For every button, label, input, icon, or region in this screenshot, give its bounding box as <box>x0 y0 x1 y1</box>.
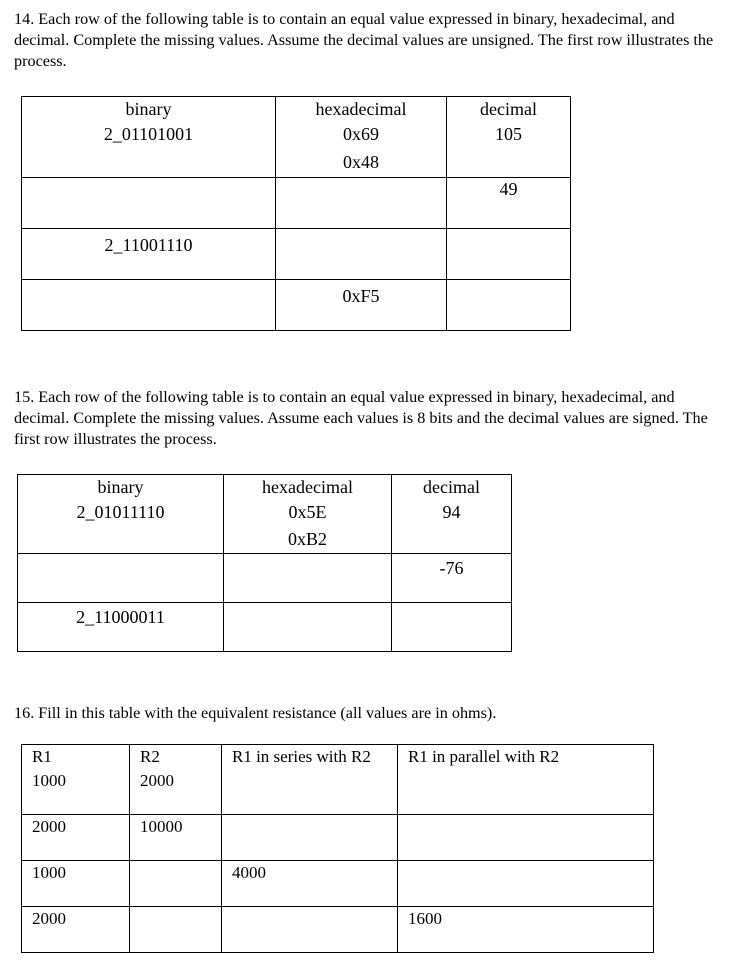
header-binary <box>18 475 224 554</box>
cell-series[interactable] <box>222 907 398 953</box>
header-binary <box>22 97 276 178</box>
header-hexadecimal <box>224 475 392 554</box>
cell-hex[interactable] <box>224 554 392 603</box>
header-label: binary <box>125 99 172 119</box>
cell-parallel[interactable] <box>398 815 654 861</box>
cell-decimal: 94 <box>442 502 461 522</box>
header-hexadecimal <box>276 97 447 178</box>
cell-binary[interactable]: 2_11001110 <box>22 229 276 280</box>
cell-decimal[interactable] <box>392 603 512 652</box>
header-label: decimal <box>480 99 537 119</box>
header-label: decimal <box>423 477 480 497</box>
cell-hex[interactable] <box>276 178 447 229</box>
cell-hex: 0x69 <box>343 124 379 144</box>
cell-decimal[interactable]: -76 <box>392 554 512 603</box>
cell-decimal[interactable]: 49 <box>447 178 571 229</box>
cell-series: 4000 <box>222 861 398 907</box>
header-decimal <box>447 97 571 178</box>
header-series: R1 in series with R2 <box>222 745 398 770</box>
header-parallel: R1 in parallel with R2 <box>398 745 654 770</box>
header-label: binary <box>97 477 144 497</box>
cell-hex[interactable] <box>224 603 392 652</box>
header-label: hexadecimal <box>315 99 407 119</box>
cell-hex[interactable] <box>276 229 447 280</box>
cell-parallel: 1600 <box>398 907 654 953</box>
cell-r1: 2000 <box>22 907 130 953</box>
cell-parallel[interactable] <box>398 861 654 907</box>
header-decimal <box>392 475 512 554</box>
cell-r2: 2000 <box>130 769 222 815</box>
header-r1: R1 <box>22 745 130 770</box>
question-16-text: 16. Fill in this table with the equivalent resistance (all values are in ohms). <box>14 704 497 722</box>
cell-hex[interactable]: 0xF5 <box>276 280 447 331</box>
cell-r1: 1000 <box>22 861 130 907</box>
question-16-table <box>21 744 654 953</box>
cell-series[interactable] <box>222 769 398 815</box>
cell-hex: 0xB2 <box>287 529 327 549</box>
header-r2: R2 <box>130 745 222 770</box>
question-15-table <box>17 474 512 652</box>
cell-r1: 1000 <box>22 769 130 815</box>
cell-binary[interactable]: 2_11000011 <box>18 603 224 652</box>
cell-parallel[interactable] <box>398 769 654 815</box>
cell-decimal[interactable] <box>447 280 571 331</box>
cell-binary: 2_01011110 <box>76 502 165 522</box>
cell-r1: 2000 <box>22 815 130 861</box>
cell-hex: 0x5E <box>288 502 327 522</box>
cell-r2[interactable] <box>130 861 222 907</box>
cell-r2: 10000 <box>130 815 222 861</box>
cell-binary[interactable] <box>22 280 276 331</box>
question-15-text: 15. Each row of the following table is to contain an equal value expressed in binary, hexadecimal, and decimal. Complete the missing values. Assume each values is 8 bits and the decimal values are signed. The first row illustrates the process. <box>14 388 708 448</box>
cell-series[interactable] <box>222 815 398 861</box>
cell-binary[interactable] <box>18 554 224 603</box>
cell-decimal[interactable] <box>447 229 571 280</box>
cell-r2[interactable] <box>130 907 222 953</box>
header-label: hexadecimal <box>262 477 353 497</box>
question-14-text: 14. Each row of the following table is to contain an equal value expressed in binary, hexadecimal, and decimal. Complete the missing values. Assume the decimal values are unsigned. The first row illustrates the process. <box>14 10 714 70</box>
question-14-table <box>21 96 571 331</box>
cell-decimal: 105 <box>495 124 522 144</box>
cell-binary: 2_01101001 <box>103 124 194 144</box>
cell-binary[interactable] <box>22 178 276 229</box>
cell-hex: 0x48 <box>343 152 379 172</box>
